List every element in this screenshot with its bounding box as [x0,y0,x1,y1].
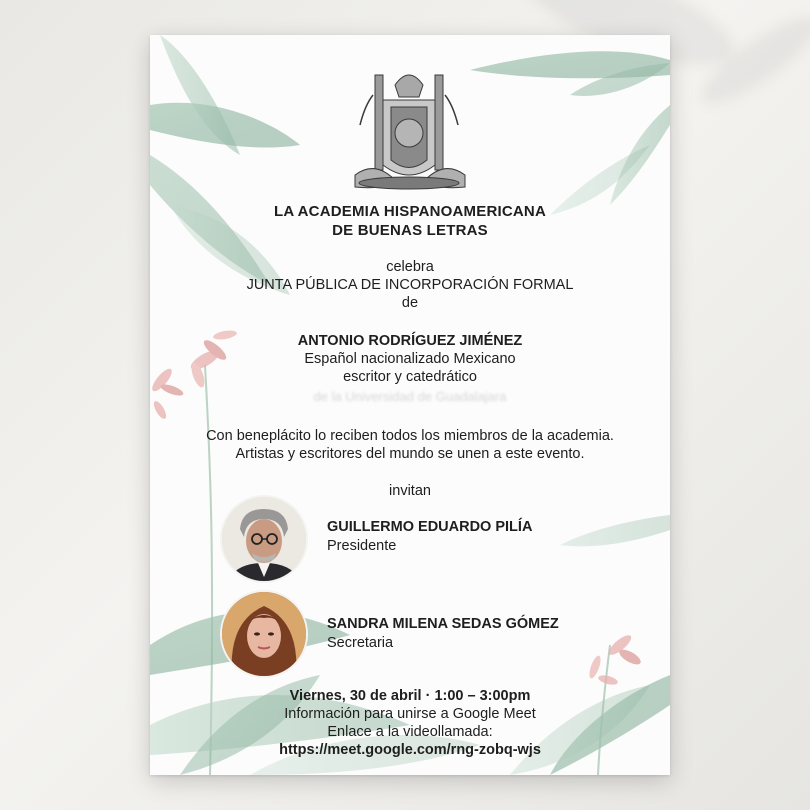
invitation-card [150,35,670,775]
meet-info: Información para unirse a Google Meet [284,706,536,722]
honoree-description-1: Español nacionalizado Mexicano [304,351,516,367]
invitation-content [150,35,670,775]
host-role: Secretaria [327,635,394,651]
message-line-2: Artistas y escritores del mundo se unen a este evento. [235,446,585,462]
academy-name-line1: LA ACADEMIA HISPANOAMERICANA [274,203,546,220]
avatar-president [220,495,308,583]
host-card-secretary [220,590,660,680]
honoree-description-2: escritor y catedrático [343,369,477,385]
host-card-president [220,495,660,585]
host-role: Presidente [327,538,397,554]
host-name: SANDRA MILENA SEDAS GÓMEZ [327,616,559,632]
portrait-man-icon [222,497,306,581]
event-title: JUNTA PÚBLICA DE INCORPORACIÓN FORMAL [246,277,574,293]
honoree-name: ANTONIO RODRÍGUEZ JIMÉNEZ [297,333,523,349]
host-name: GUILLERMO EDUARDO PILÍA [327,519,533,535]
avatar-secretary [220,590,308,678]
honoree-description-3: de la Universidad de Guadalajara [313,389,507,404]
portrait-woman-icon [222,592,306,676]
event-date-time: Viernes, 30 de abril · 1:00 – 3:00pm [289,688,531,704]
call-link[interactable]: https://meet.google.com/rng-zobq-wjs [279,742,541,758]
invitan-text: invitan [389,483,431,499]
de-text: de [401,295,419,311]
academy-name-line2: DE BUENAS LETRAS [332,222,488,239]
celebra-text: celebra [386,259,434,275]
call-link-label: Enlace a la videollamada: [327,724,493,740]
message-line-1: Con beneplácito lo reciben todos los miembros de la academia. [206,428,614,444]
